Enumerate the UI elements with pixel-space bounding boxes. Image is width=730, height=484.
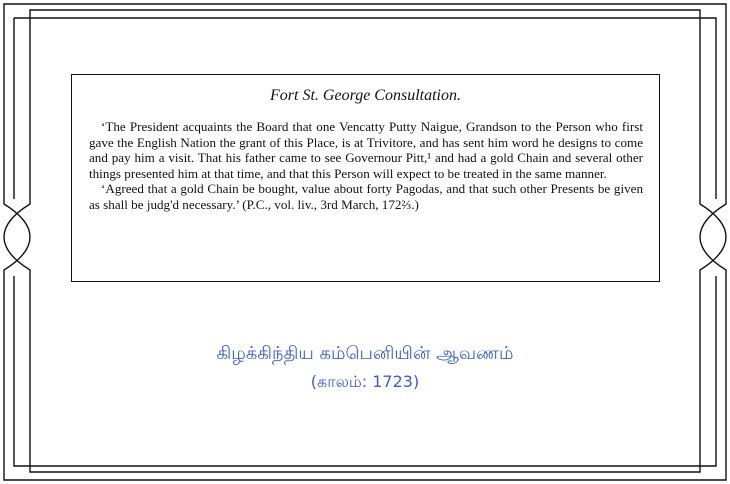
paragraph: ‘Agreed that a gold Chain be bought, value about forty Pagodas, and that such other Presents be given as shall be judg'd necessary.’ (P.C., vol. liv., 3rd March, 172⅔.) bbox=[89, 181, 643, 212]
paragraph: ‘The President acquaints the Board that one Vencatty Putty Naigue, Grandson to the Person who first gave the English Nation the grant of this Place, is at Trivitore, and has sent him word he designs to come and pay him a visit. That his father came to see Governour Pitt,¹ and had a gold Chain and several other things presented him at that time, and that this Person will expect to be treated in the same manner. bbox=[89, 119, 643, 181]
caption-title: கிழக்கிந்திய கம்பெனியின் ஆவணம் bbox=[216, 343, 514, 364]
document-title: Fort St. George Consultation. bbox=[270, 87, 461, 104]
document-excerpt bbox=[71, 74, 660, 282]
caption-date: (காலம்: 1723) bbox=[310, 372, 420, 391]
document-body bbox=[89, 119, 643, 212]
